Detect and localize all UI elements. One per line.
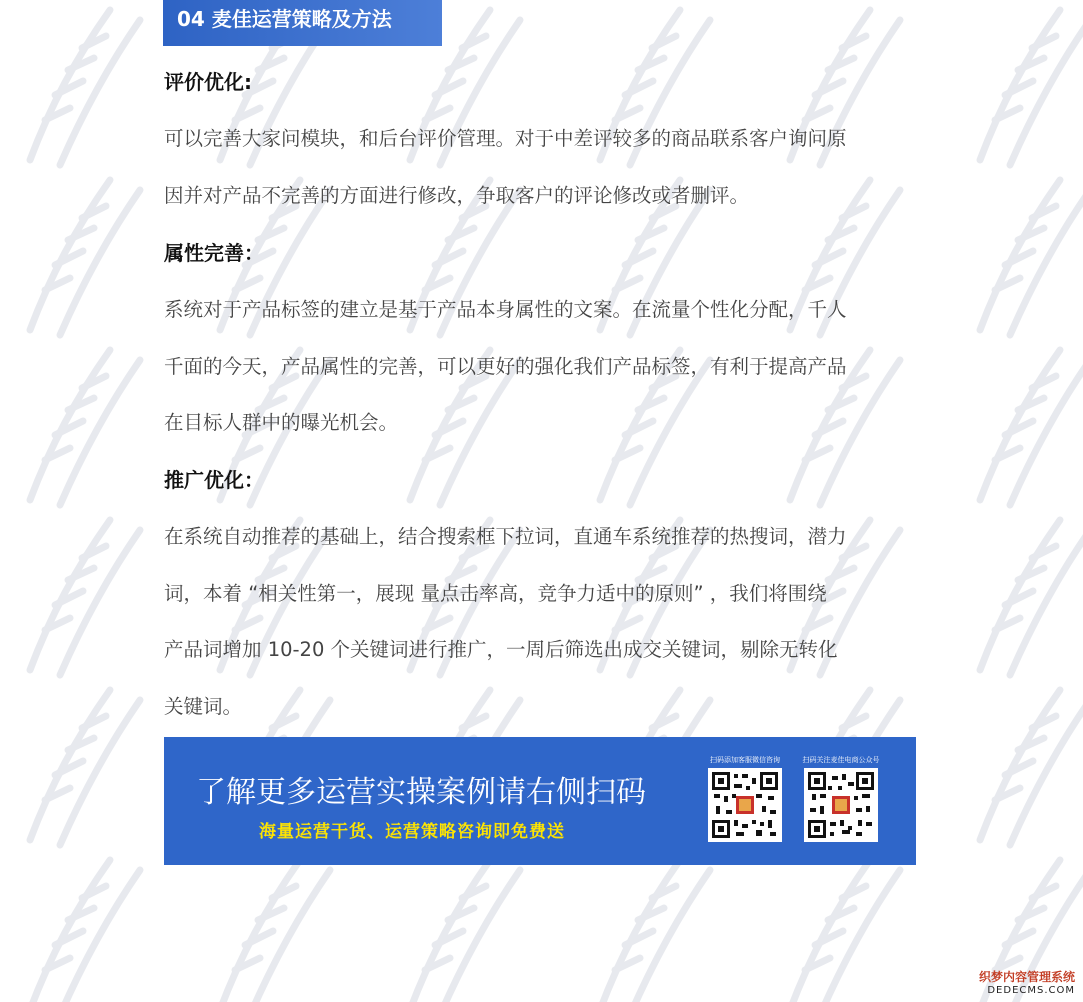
- heading-review-optimization: 评价优化:: [164, 70, 252, 94]
- qr-code-icon[interactable]: [708, 768, 782, 842]
- paragraph-line: 在目标人群中的曝光机会。: [164, 411, 399, 434]
- footer-brand-en: DEDECMS.COM: [987, 985, 1075, 996]
- promo-banner[interactable]: [164, 737, 916, 865]
- qr-block-customer-service[interactable]: [700, 755, 790, 842]
- qr-caption: 扫码关注麦佳电商公众号: [802, 756, 880, 764]
- footer-brand-cn: 织梦内容管理系统: [978, 970, 1075, 984]
- paragraph-line: 系统对于产品标签的建立是基于产品本身属性的文案。在流量个性化分配，千人: [164, 298, 847, 321]
- heading-attribute-completion: 属性完善：: [164, 241, 264, 265]
- paragraph-line: 因并对产品不完善的方面进行修改，争取客户的评论修改或者删评。: [164, 184, 750, 207]
- footer-brand-watermark: [979, 968, 1075, 996]
- qr-code-icon[interactable]: [804, 768, 878, 842]
- paragraph-line: 千面的今天，产品属性的完善，可以更好的强化我们产品标签，有利于提高产品: [164, 355, 847, 378]
- paragraph-line: 可以完善大家问模块，和后台评价管理。对于中差评较多的商品联系客户询问原: [164, 127, 847, 150]
- section-header: 04 麦佳运营策略及方法: [163, 0, 442, 46]
- banner-subtitle: 海量运营干货、运营策略咨询即免费送: [259, 822, 565, 842]
- heading-promotion-optimization: 推广优化：: [164, 468, 264, 492]
- qr-caption: 扫码添加客服微信咨询: [710, 756, 780, 764]
- paragraph-line: 关键词。: [164, 695, 243, 718]
- paragraph-line: 词，本着 “相关性第一，展现 量点击率高，竞争力适中的原则” ，我们将围绕: [164, 582, 827, 605]
- qr-block-official-account[interactable]: [796, 755, 886, 842]
- banner-title: 了解更多运营实操案例请右侧扫码: [196, 775, 646, 810]
- paragraph-line: 产品词增加 10-20 个关键词进行推广，一周后筛选出成交关键词，剔除无转化: [164, 638, 838, 661]
- paragraph-line: 在系统自动推荐的基础上，结合搜索框下拉词，直通车系统推荐的热搜词，潜力: [164, 525, 847, 548]
